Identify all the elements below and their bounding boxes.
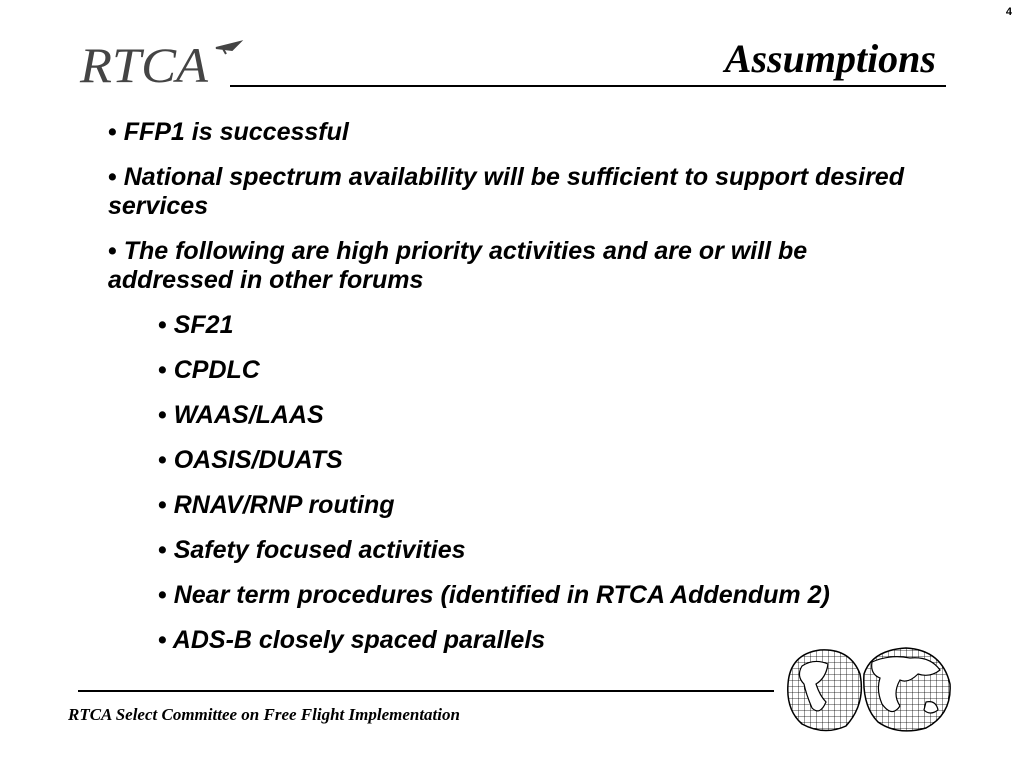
bullet-text: The following are high priority activities and are or will be addressed in other forums	[108, 237, 808, 294]
footer-divider	[78, 690, 774, 692]
sub-bullet-item	[108, 536, 938, 565]
rtca-logo	[76, 34, 246, 94]
bullet-text: FFP1 is successful	[123, 118, 349, 146]
bullet-text: RNAV/RNP routing	[173, 491, 395, 519]
header-divider	[230, 85, 946, 87]
rtca-logo-text: RTCA	[78, 37, 209, 93]
slide-title: Assumptions	[724, 36, 936, 81]
bullet-list	[108, 118, 938, 671]
bullet-text: SF21	[173, 311, 234, 339]
bullet-icon: •	[108, 237, 117, 265]
bullet-text: CPDLC	[173, 356, 260, 384]
sub-bullet-item	[108, 311, 938, 340]
bullet-item	[108, 118, 938, 147]
bullet-icon: •	[108, 118, 117, 146]
sub-bullet-item	[108, 401, 938, 430]
bullet-icon: •	[158, 356, 167, 384]
bullet-icon: •	[108, 163, 117, 191]
bullet-icon: •	[158, 446, 167, 474]
bullet-item	[108, 237, 938, 295]
sub-bullet-item	[108, 491, 938, 520]
bullet-icon: •	[158, 311, 167, 339]
bullet-icon: •	[158, 491, 167, 519]
page-number: 4	[1005, 6, 1012, 18]
bullet-icon: •	[158, 581, 167, 609]
bullet-icon: •	[158, 626, 167, 654]
bullet-text: National spectrum availability will be sufficient to support desired services	[108, 163, 904, 220]
world-globe-icon	[780, 644, 955, 734]
sub-bullet-item	[108, 356, 938, 385]
footer-text: RTCA Select Committee on Free Flight Implementation	[68, 705, 460, 724]
bullet-text: ADS-B closely spaced parallels	[172, 626, 546, 654]
bullet-icon: •	[158, 536, 167, 564]
sub-bullet-item	[108, 446, 938, 475]
bullet-text: Near term procedures (identified in RTCA Addendum 2)	[173, 581, 830, 609]
bullet-icon: •	[158, 401, 167, 429]
plane-icon	[216, 42, 240, 54]
bullet-text: Safety focused activities	[173, 536, 466, 564]
bullet-text: OASIS/DUATS	[173, 446, 343, 474]
bullet-item	[108, 163, 938, 221]
sub-bullet-item	[108, 581, 938, 610]
bullet-text: WAAS/LAAS	[173, 401, 324, 429]
